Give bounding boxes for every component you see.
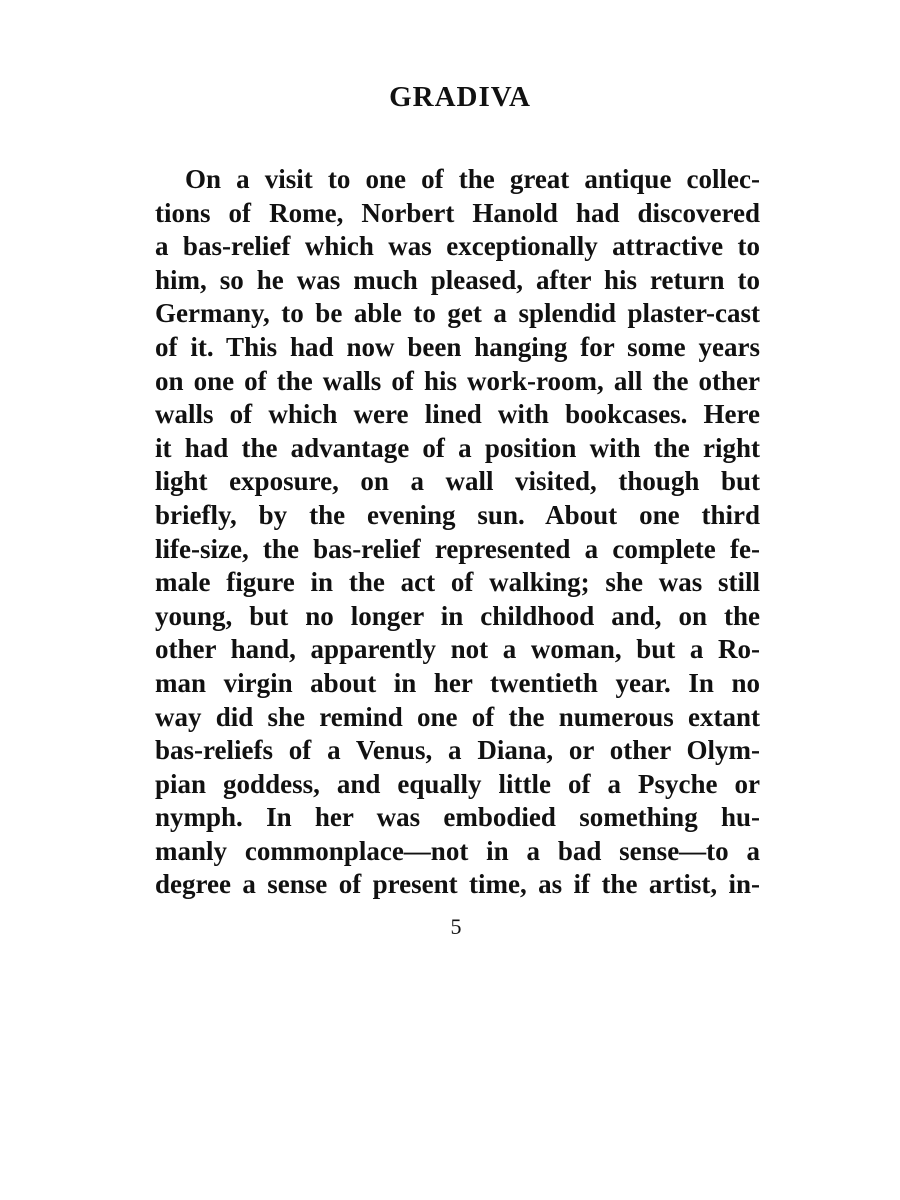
text-line: way did she remind one of the numerous extant <box>155 701 760 732</box>
text-line: on one of the walls of his work-room, all the other <box>155 365 760 396</box>
text-line: a bas-relief which was exceptionally attractive to <box>155 231 760 262</box>
chapter-title: GRADIVA <box>389 81 531 113</box>
text-line: it had the advantage of a position with the right <box>155 432 760 463</box>
page-number: 5 <box>450 914 462 939</box>
text-line: light exposure, on a wall visited, though but <box>155 466 760 497</box>
text-line: degree a sense of present time, as if the artist, in- <box>155 869 760 900</box>
text-line: Germany, to be able to get a splendid plaster-cast <box>155 298 760 329</box>
text-line: briefly, by the evening sun. About one third <box>155 499 760 530</box>
text-line: pian goddess, and equally little of a Psyche or <box>155 768 760 799</box>
text-line: On a visit to one of the great antique collec- <box>185 164 760 194</box>
text-line: nymph. In her was embodied something hu- <box>155 802 760 833</box>
text-line: of it. This had now been hanging for some years <box>155 331 760 362</box>
text-line: male figure in the act of walking; she was still <box>155 567 760 598</box>
text-line: manly commonplace—not in a bad sense—to a <box>155 835 760 866</box>
text-line: walls of which were lined with bookcases. Here <box>155 399 760 430</box>
text-line: tions of Rome, Norbert Hanold had discovered <box>155 197 760 228</box>
text-line: bas-reliefs of a Venus, a Diana, or other Olym- <box>155 735 760 766</box>
text-line: other hand, apparently not a woman, but a Ro- <box>155 634 760 665</box>
text-line: life-size, the bas-relief represented a complete fe- <box>155 533 760 564</box>
body-paragraph <box>155 163 760 902</box>
text-line: young, but no longer in childhood and, on the <box>155 600 760 631</box>
text-line: him, so he was much pleased, after his return to <box>155 264 760 295</box>
text-line: man virgin about in her twentieth year. In no <box>155 667 760 698</box>
